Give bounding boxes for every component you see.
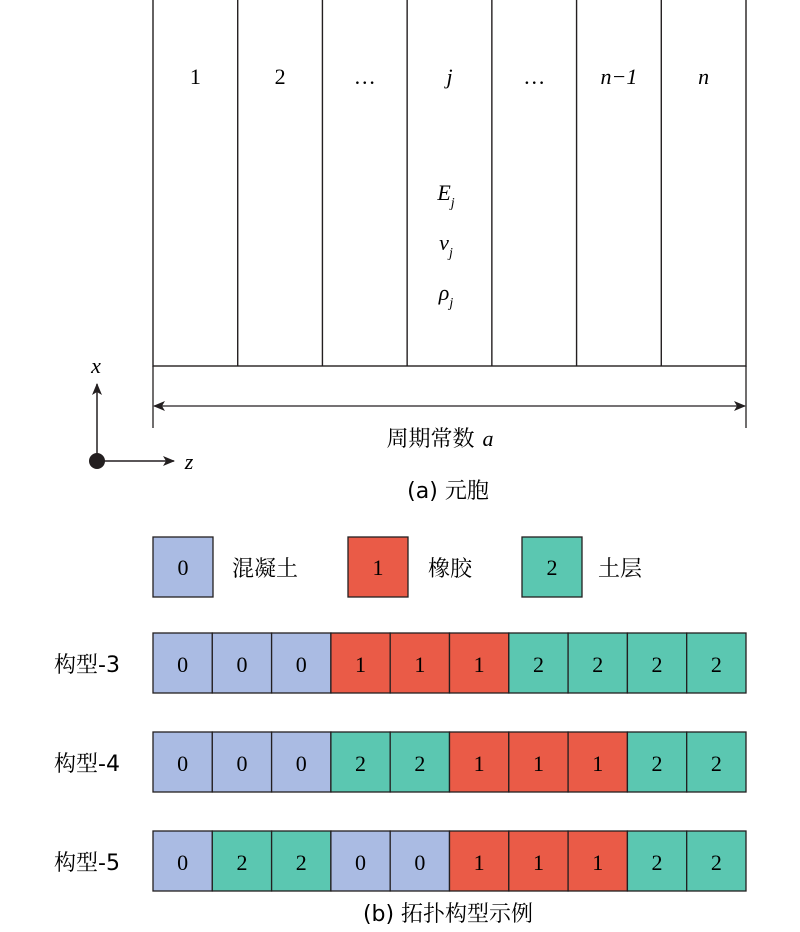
config-cell-label: 0 xyxy=(295,751,307,776)
config-cell-label: 0 xyxy=(177,652,189,677)
config-cell-label: 0 xyxy=(177,850,189,875)
legend-label: 土层 xyxy=(598,557,643,582)
config-cell-label: 1 xyxy=(355,652,367,677)
config-cell-label: 2 xyxy=(651,751,663,776)
config-cell-label: 2 xyxy=(355,751,367,776)
config-row xyxy=(54,633,746,693)
config-cell-label: 2 xyxy=(710,850,722,875)
config-cell-label: 0 xyxy=(295,652,307,677)
config-cell-label: 2 xyxy=(651,850,663,875)
unit-cell-diagram xyxy=(89,0,746,504)
cell-label: 1 xyxy=(189,64,201,89)
period-label: 周期常数 a xyxy=(386,426,494,452)
cell-label: n−1 xyxy=(600,64,638,89)
property-modulus: $E_j$ xyxy=(437,180,455,211)
x-axis-label: x xyxy=(91,353,101,378)
config-cell-label: 0 xyxy=(414,850,426,875)
legend-item xyxy=(153,537,298,597)
config-cell-label: 0 xyxy=(177,751,189,776)
config-cell-label: 1 xyxy=(414,652,426,677)
legend-code: 1 xyxy=(372,555,384,580)
config-cell-label: 0 xyxy=(236,751,248,776)
config-cell-label: 2 xyxy=(651,652,663,677)
property-density: $\rho_j$ xyxy=(438,280,454,311)
config-row xyxy=(54,831,746,891)
config-name: 构型-4 xyxy=(54,752,120,777)
config-row xyxy=(54,732,746,792)
config-cell-label: 2 xyxy=(710,652,722,677)
legend-label: 橡胶 xyxy=(428,557,473,582)
config-cell-label: 1 xyxy=(532,751,544,776)
topology-configurations xyxy=(54,633,746,891)
cell-label: 2 xyxy=(274,64,286,89)
config-cell-label: 2 xyxy=(592,652,604,677)
property-poisson: $\nu_j$ xyxy=(439,230,453,261)
config-cell-label: 1 xyxy=(473,751,485,776)
cell-label: j xyxy=(446,64,453,89)
caption-a: (a) 元胞 xyxy=(407,479,489,504)
material-legend xyxy=(153,537,642,597)
caption-b: (b) 拓扑构型示例 xyxy=(362,902,534,927)
config-name: 构型-3 xyxy=(54,653,120,678)
config-cell-label: 1 xyxy=(473,652,485,677)
cell-label: … xyxy=(523,64,546,89)
z-axis-label: z xyxy=(184,449,194,474)
axis-origin-dot xyxy=(89,453,105,469)
config-name: 构型-5 xyxy=(54,851,120,876)
cell-label: n xyxy=(698,64,710,89)
config-cell-label: 2 xyxy=(532,652,544,677)
config-cell-label: 1 xyxy=(592,850,604,875)
property-labels xyxy=(436,180,454,311)
config-cell-label: 0 xyxy=(236,652,248,677)
legend-item xyxy=(348,537,473,597)
config-cell-label: 2 xyxy=(295,850,307,875)
config-cell-label: 2 xyxy=(710,751,722,776)
legend-code: 0 xyxy=(177,555,189,580)
config-cell-label: 1 xyxy=(473,850,485,875)
config-cell-label: 0 xyxy=(355,850,367,875)
coordinate-axes xyxy=(89,353,194,474)
config-cell-label: 1 xyxy=(592,751,604,776)
legend-code: 2 xyxy=(546,555,558,580)
config-cell-label: 1 xyxy=(532,850,544,875)
config-cell-label: 2 xyxy=(414,751,426,776)
legend-label: 混凝土 xyxy=(232,557,299,582)
cell-label: … xyxy=(353,64,376,89)
config-cell-label: 2 xyxy=(236,850,248,875)
legend-item xyxy=(522,537,642,597)
